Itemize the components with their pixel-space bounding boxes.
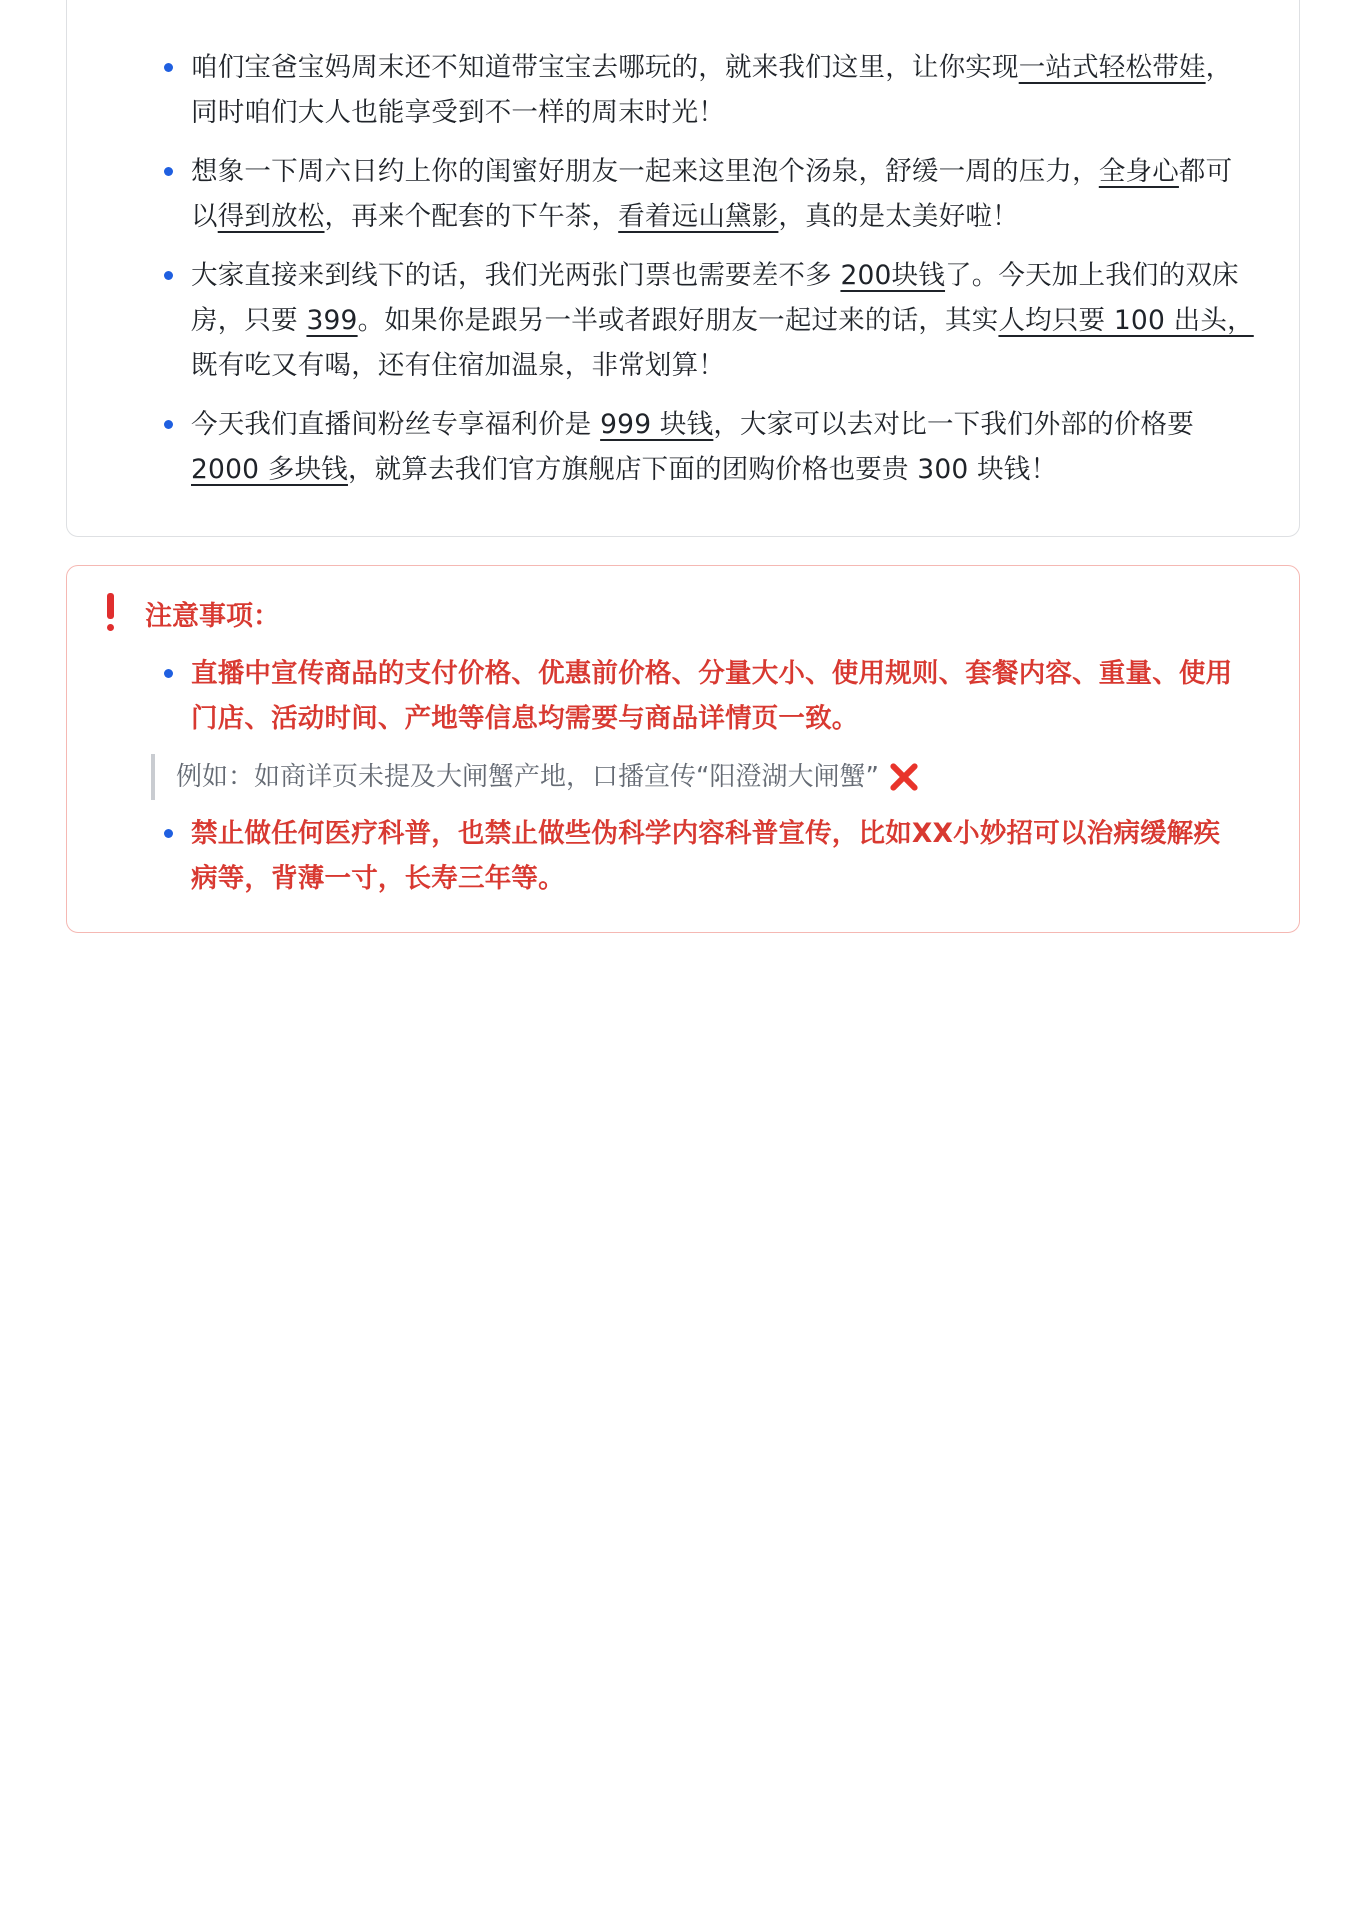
list-item	[191, 253, 1331, 388]
text-segment: 都可	[1178, 156, 1233, 187]
notice-item	[191, 811, 1331, 901]
text-line	[191, 651, 1331, 696]
notice-callout	[66, 565, 1300, 933]
underlined-text: 看着远山黛影	[618, 201, 779, 232]
example-text: 例如：如商详页未提及大闸蟹产地，口播宣传“阳澄湖大闸蟹”	[176, 762, 879, 792]
text-line	[191, 447, 1331, 492]
list-item	[191, 149, 1331, 239]
text-segment: 。如果你是跟另一半或者跟好朋友一起过来的话，其实	[357, 305, 999, 336]
underlined-text: 200块钱	[840, 260, 946, 291]
text-line	[191, 149, 1331, 194]
underlined-text: 得到放松	[217, 201, 325, 232]
underlined-text: 2000 多块钱	[191, 454, 348, 485]
list-item	[191, 402, 1331, 492]
bullet-dot	[164, 271, 173, 280]
text-line	[191, 811, 1331, 856]
content-card	[66, 0, 1300, 537]
bullet-dot	[164, 669, 173, 678]
text-line	[191, 45, 1331, 90]
text-segment: ，再来个配套的下午茶，	[324, 201, 619, 232]
example-quote	[151, 754, 919, 800]
text-segment: 想象一下周六日约上你的闺蜜好朋友一起来这里泡个汤泉，舒缓一周的压力，	[191, 156, 1099, 187]
bullet-dot	[164, 829, 173, 838]
exclamation-icon	[103, 593, 117, 633]
text-line	[191, 696, 1331, 741]
text-line	[191, 298, 1331, 343]
text-segment: ，	[1205, 52, 1233, 83]
text-segment: 病等，背薄一寸，长寿三年等。	[191, 863, 565, 894]
text-line	[191, 90, 1331, 135]
text-segment: 同时咱们大人也能享受到不一样的周末时光！	[191, 97, 725, 128]
text-segment: 既有吃又有喝，还有住宿加温泉，非常划算！	[191, 350, 725, 381]
underlined-text: 999 块钱	[600, 409, 714, 440]
cross-mark-icon	[889, 762, 919, 792]
underlined-text: 399	[306, 305, 358, 336]
text-segment: 门店、活动时间、产地等信息均需要与商品详情页一致。	[191, 703, 859, 734]
text-segment: 咱们宝爸宝妈周末还不知道带宝宝去哪玩的，就来我们这里，让你实现	[191, 52, 1019, 83]
text-segment: 以	[191, 201, 218, 232]
text-line	[191, 253, 1331, 298]
notice-item	[191, 651, 1331, 741]
text-segment: 禁止做任何医疗科普，也禁止做些伪科学内容科普宣传，比如XX小妙招可以治病缓解疾	[191, 818, 1221, 849]
bullet-dot	[164, 63, 173, 72]
notice-title: 注意事项：	[145, 600, 280, 632]
underlined-text: 人均只要 100 出头，	[998, 305, 1254, 336]
text-segment: 了。今天加上我们的双床	[945, 260, 1239, 291]
bullet-dot	[164, 420, 173, 429]
underlined-text: 全身心	[1098, 156, 1179, 187]
text-segment: 直播中宣传商品的支付价格、优惠前价格、分量大小、使用规则、套餐内容、重量、使用	[191, 658, 1233, 689]
text-segment: ，大家可以去对比一下我们外部的价格要	[713, 409, 1194, 440]
text-segment: ，真的是太美好啦！	[778, 201, 1019, 232]
text-segment: 房，只要	[191, 305, 307, 336]
underlined-text: 一站式轻松带娃	[1018, 52, 1206, 83]
list-item	[191, 45, 1331, 135]
text-line	[191, 343, 1331, 388]
text-segment: 大家直接来到线下的话，我们光两张门票也需要差不多	[191, 260, 841, 291]
text-segment: ，就算去我们官方旗舰店下面的团购价格也要贵 300 块钱！	[347, 454, 1058, 485]
text-segment: 今天我们直播间粉丝专享福利价是	[191, 409, 601, 440]
notice-header	[103, 590, 280, 636]
text-line	[191, 194, 1331, 239]
bullet-dot	[164, 167, 173, 176]
text-line	[191, 856, 1331, 901]
text-line	[191, 402, 1331, 447]
